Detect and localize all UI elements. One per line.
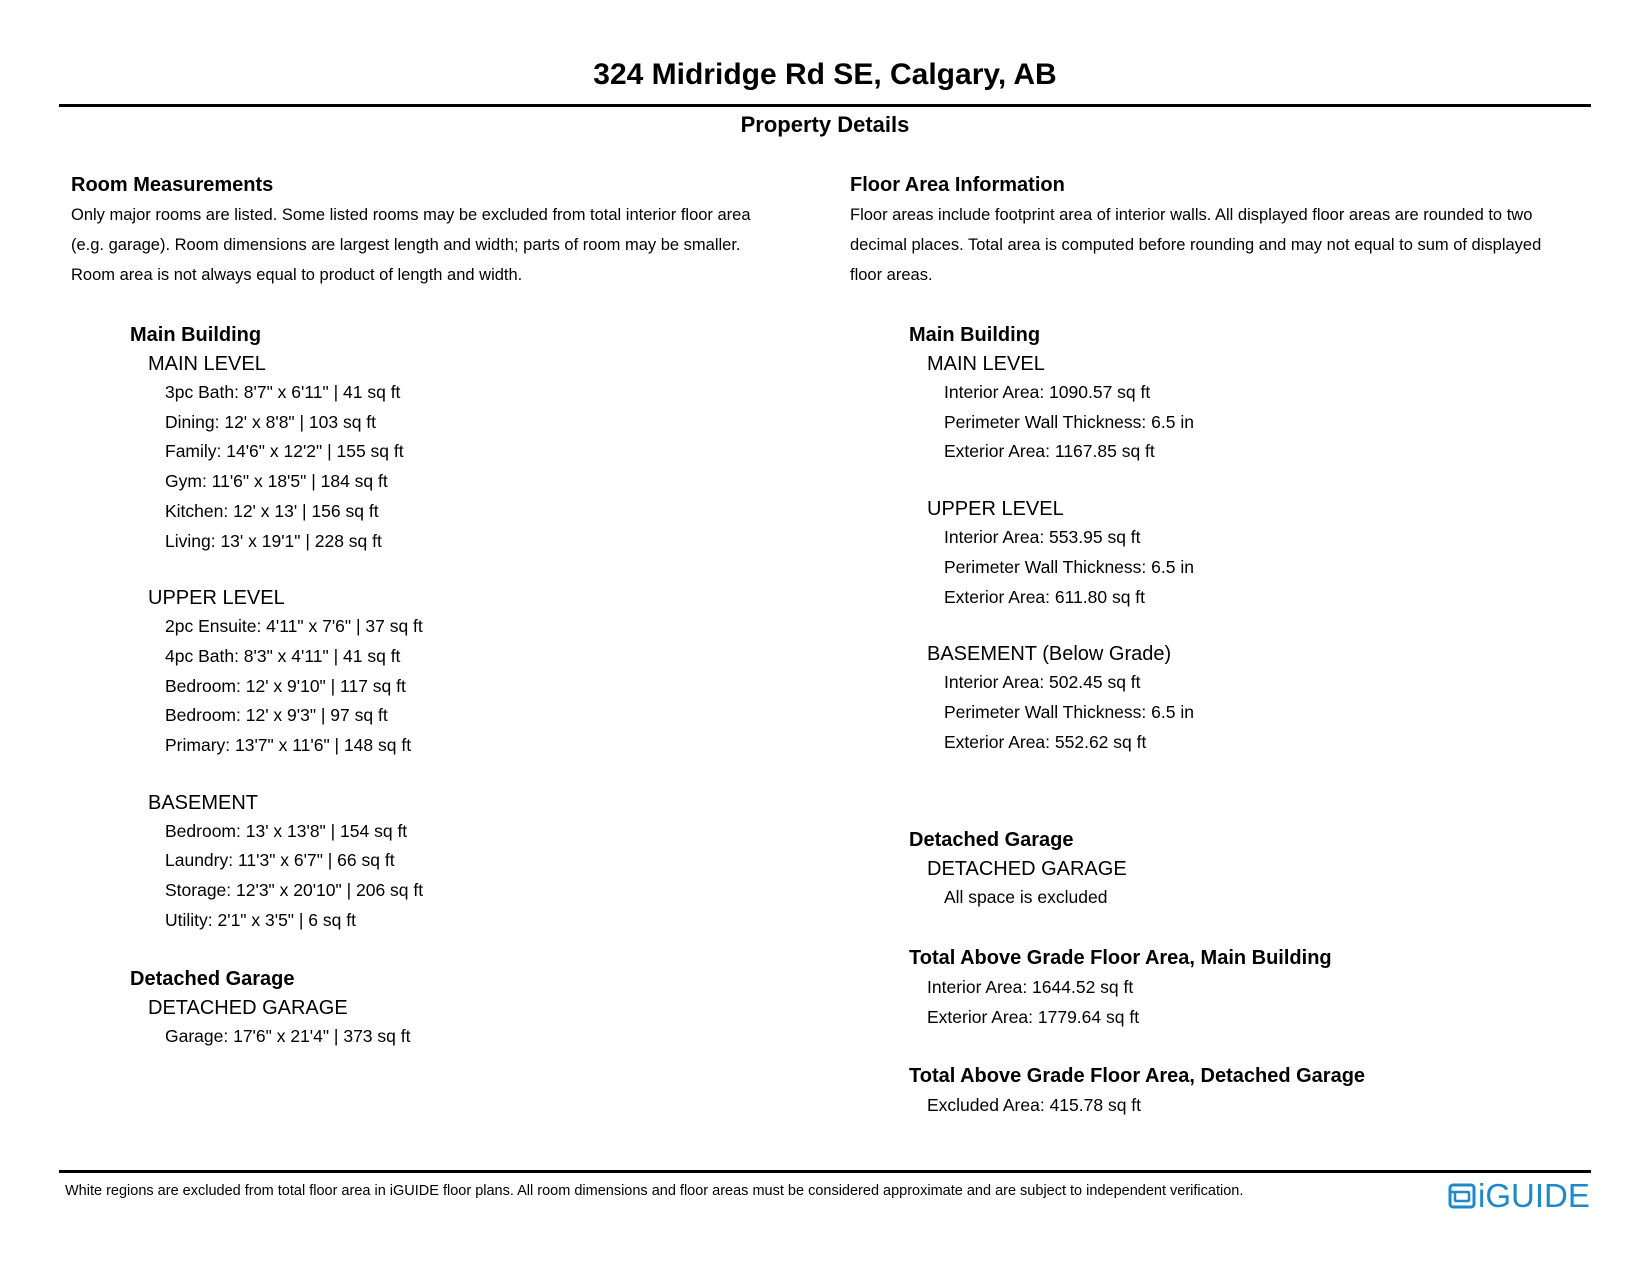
level-heading: MAIN LEVEL <box>148 353 266 375</box>
total-heading: Total Above Grade Floor Area, Main Building <box>909 947 1332 969</box>
total-detached-garage <box>850 1061 1610 1121</box>
building-heading: Detached Garage <box>130 967 295 990</box>
room-item: Family: 14'6" x 12'2" | 155 sq ft <box>165 441 404 462</box>
building-heading: Main Building <box>909 324 1041 346</box>
areas-main-building <box>850 320 1610 757</box>
footer-disclaimer: White regions are excluded from total floor area in iGUIDE floor plans. All room dimensions and floor areas must be considered approximate and are subject to independent verification. <box>65 1183 1244 1199</box>
page-subtitle: Property Details <box>740 112 910 137</box>
total-main-building <box>850 943 1610 1032</box>
room-measurements-description: Only major rooms are listed. Some listed rooms may be excluded from total interior floor area (e.g. garage). Room dimensions are largest length and width; parts of room may be smaller. Room area is not always equal to product of length and width. <box>71 206 751 284</box>
area-item: Exterior Area: 1167.85 sq ft <box>944 441 1155 462</box>
room-item: Utility: 2'1" x 3'5" | 6 sq ft <box>165 909 356 930</box>
room-item: Garage: 17'6" x 21'4" | 373 sq ft <box>165 1025 411 1046</box>
level-heading: DETACHED GARAGE <box>148 996 348 1019</box>
room-item: Bedroom: 12' x 9'3" | 97 sq ft <box>165 705 388 726</box>
area-item: Perimeter Wall Thickness: 6.5 in <box>944 556 1194 577</box>
level-heading: BASEMENT (Below Grade) <box>927 643 1172 666</box>
room-item: Primary: 13'7" x 11'6" | 148 sq ft <box>165 735 412 756</box>
rooms-main-building <box>71 320 811 1051</box>
building-heading: Detached Garage <box>909 829 1074 851</box>
total-item: Exterior Area: 1779.64 sq ft <box>927 1006 1140 1027</box>
area-item: All space is excluded <box>944 887 1108 907</box>
iguide-logo-text: iGUIDE <box>1478 1177 1590 1214</box>
room-item: Gym: 11'6" x 18'5" | 184 sq ft <box>165 471 388 492</box>
room-item: Laundry: 11'3" x 6'7" | 66 sq ft <box>165 850 395 871</box>
room-item: 4pc Bath: 8'3" x 4'11" | 41 sq ft <box>165 645 401 666</box>
level-heading: MAIN LEVEL <box>927 353 1045 375</box>
total-item: Excluded Area: 415.78 sq ft <box>927 1095 1142 1115</box>
area-item: Perimeter Wall Thickness: 6.5 in <box>944 701 1194 722</box>
room-item: 2pc Ensuite: 4'11" x 7'6" | 37 sq ft <box>165 616 423 637</box>
room-item: Kitchen: 12' x 13' | 156 sq ft <box>165 500 379 521</box>
level-heading: UPPER LEVEL <box>927 498 1064 521</box>
level-heading: UPPER LEVEL <box>148 587 285 610</box>
room-measurements-section <box>71 170 811 1046</box>
area-item: Perimeter Wall Thickness: 6.5 in <box>944 411 1194 432</box>
floor-area-heading: Floor Area Information <box>850 174 1065 196</box>
room-item: Bedroom: 12' x 9'10" | 117 sq ft <box>165 675 406 696</box>
floor-area-section <box>850 170 1610 1115</box>
area-item: Interior Area: 553.95 sq ft <box>944 527 1141 548</box>
iguide-logo <box>1448 1178 1590 1214</box>
room-measurements-heading: Room Measurements <box>71 174 274 196</box>
page-title: 324 Midridge Rd SE, Calgary, AB <box>593 58 1057 91</box>
room-item: Dining: 12' x 8'8" | 103 sq ft <box>165 411 377 432</box>
level-heading: DETACHED GARAGE <box>927 858 1127 880</box>
room-item: 3pc Bath: 8'7" x 6'11" | 41 sq ft <box>165 382 401 402</box>
title-divider <box>59 104 1591 107</box>
total-item: Interior Area: 1644.52 sq ft <box>927 977 1134 997</box>
level-heading: BASEMENT <box>148 791 259 814</box>
room-item: Storage: 12'3" x 20'10" | 206 sq ft <box>165 880 424 901</box>
footer-divider <box>59 1170 1591 1173</box>
area-item: Interior Area: 1090.57 sq ft <box>944 382 1151 402</box>
room-item: Living: 13' x 19'1" | 228 sq ft <box>165 530 382 551</box>
area-item: Exterior Area: 611.80 sq ft <box>944 586 1146 607</box>
iguide-logo-icon <box>1448 1182 1476 1210</box>
area-item: Exterior Area: 552.62 sq ft <box>944 731 1147 752</box>
areas-detached-garage <box>850 825 1610 913</box>
room-item: Bedroom: 13' x 13'8" | 154 sq ft <box>165 820 408 841</box>
building-heading: Main Building <box>130 324 262 346</box>
floor-area-description: Floor areas include footprint area of interior walls. All displayed floor areas are rounded to two decimal places. Total area is computed before rounding and may not equal to sum of displayed floor areas. <box>850 206 1542 284</box>
total-heading: Total Above Grade Floor Area, Detached Garage <box>909 1065 1366 1087</box>
area-item: Interior Area: 502.45 sq ft <box>944 672 1141 693</box>
